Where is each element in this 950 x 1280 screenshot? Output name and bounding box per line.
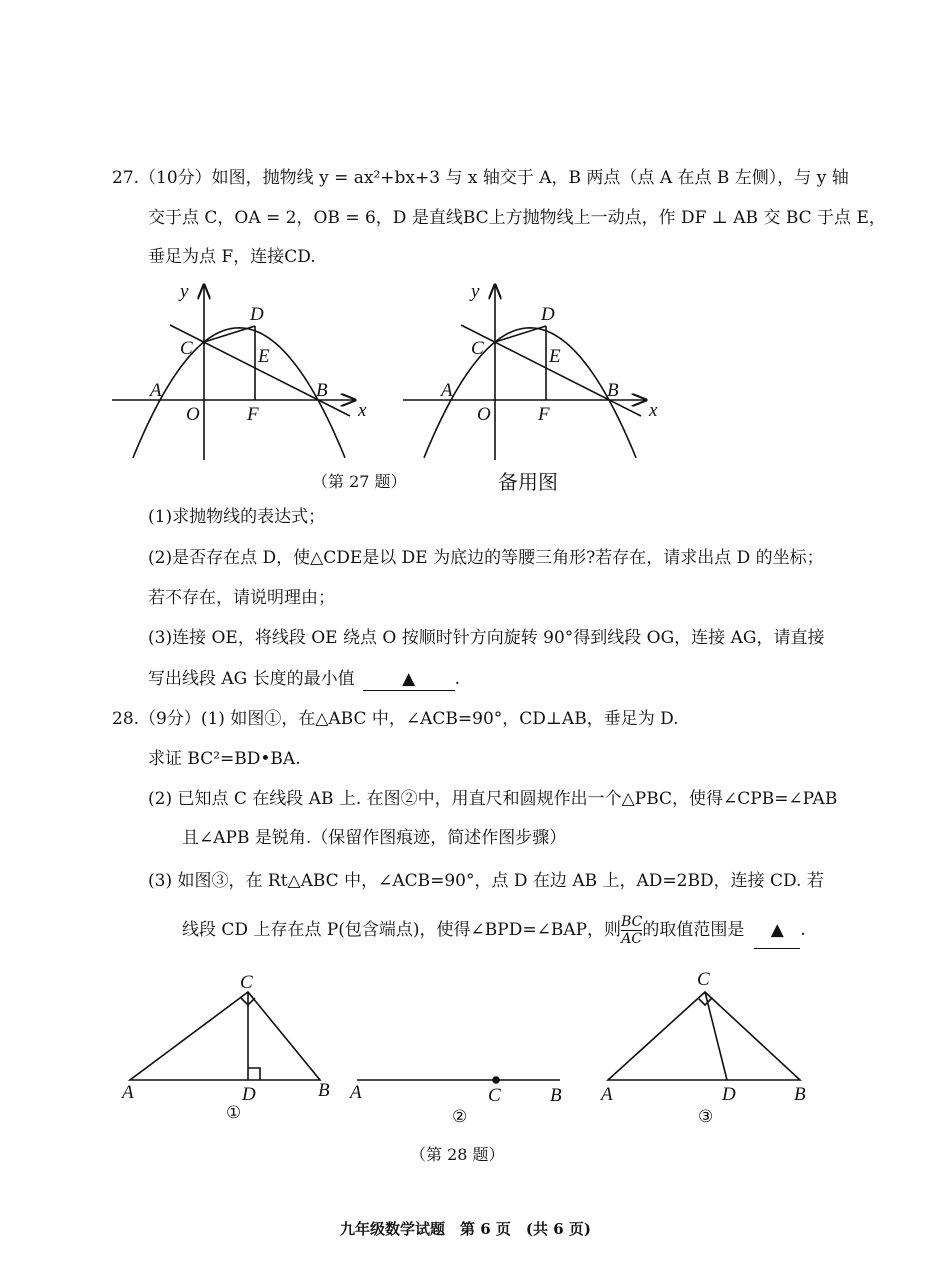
svg-text:y: y bbox=[471, 281, 480, 302]
figure-28-labels bbox=[120, 969, 806, 1126]
figure-28-2 bbox=[357, 1077, 560, 1083]
q27-part3a: (3)连接 OE，将线段 OE 绕点 O 按顺时针方向旋转 90°得到线段 OG，连接 AG，请直接 bbox=[148, 628, 825, 648]
svg-text:A: A bbox=[150, 380, 162, 401]
svg-text:x: x bbox=[649, 400, 658, 421]
parabola-curve bbox=[133, 328, 345, 458]
svg-text:C: C bbox=[488, 1085, 501, 1106]
svg-text:C: C bbox=[240, 972, 253, 993]
svg-text:C: C bbox=[180, 338, 193, 359]
figure-28-1 bbox=[130, 992, 320, 1080]
q27-part2a: (2)是否存在点 D，使△CDE是以 DE 为底边的等腰三角形?若存在，请求出点 D 的坐标； bbox=[148, 548, 824, 568]
svg-text:A: A bbox=[350, 1082, 362, 1103]
q27-line2: 交于点 C，OA = 2，OB = 6，D 是直线BC上方抛物线上一动点，作 DF ⊥ AB 交 BC 于点 E， bbox=[148, 208, 886, 228]
q28-line1: 28.（9分）(1) 如图①，在△ABC 中，∠ACB=90°，CD⊥AB，垂足为 D. bbox=[112, 709, 679, 729]
svg-text:A: A bbox=[122, 1082, 134, 1103]
svg-text:①: ① bbox=[226, 1103, 242, 1122]
svg-text:B: B bbox=[318, 1080, 330, 1101]
q27-line1: 27.（10分）如图，抛物线 y = ax²+bx+3 与 x 轴交于 A，B 两点（点 A 在点 B 左侧），与 y 轴 bbox=[112, 168, 849, 188]
svg-text:C: C bbox=[697, 969, 710, 990]
svg-text:F: F bbox=[538, 404, 550, 425]
svg-text:D: D bbox=[541, 304, 555, 325]
svg-text:D: D bbox=[242, 1084, 256, 1105]
q27-part3b: 写出线段 AG 长度的最小值 ▲ . bbox=[148, 669, 461, 689]
figure-28-3 bbox=[608, 992, 800, 1080]
figure-27-caption: （第 27 题） bbox=[312, 472, 407, 491]
q27-part2b: 若不存在，请说明理由； bbox=[148, 588, 335, 608]
figure-27-main bbox=[112, 285, 355, 460]
svg-text:F: F bbox=[247, 404, 259, 425]
figure-27-spare-caption: 备用图 bbox=[498, 470, 558, 494]
q27-part1: (1)求抛物线的表达式； bbox=[148, 507, 326, 527]
svg-text:B: B bbox=[550, 1085, 562, 1106]
svg-text:B: B bbox=[316, 380, 328, 401]
q28-part2a: (2) 已知点 C 在线段 AB 上. 在图②中，用直尺和圆规作出一个△PBC，使得∠CPB=∠PAB bbox=[148, 789, 838, 809]
svg-text:②: ② bbox=[452, 1107, 468, 1126]
svg-text:D: D bbox=[722, 1084, 736, 1105]
figure-28-caption: （第 28 题） bbox=[410, 1145, 505, 1164]
svg-text:B: B bbox=[794, 1084, 806, 1105]
q28-part3b: 线段 CD 上存在点 P(包含端点)，使得∠BPD=∠BAP，则 $\frac{BC}{AC}$ 的取值范围是 ▲ . bbox=[182, 914, 806, 947]
q28-part2b: 且∠APB 是锐角.（保留作图痕迹，简述作图步骤） bbox=[182, 828, 567, 848]
answer-blank: ▲ bbox=[363, 668, 455, 691]
svg-text:O: O bbox=[186, 404, 200, 425]
svg-text:A: A bbox=[441, 380, 453, 401]
q28-part3a: (3) 如图③，在 Rt△ABC 中，∠ACB=90°，点 D 在边 AB 上，AD=2BD，连接 CD. 若 bbox=[148, 871, 824, 891]
parabola-curve bbox=[424, 328, 636, 458]
page-footer: 九年级数学试题 第 6 页 (共 6 页) bbox=[340, 1220, 591, 1238]
svg-text:C: C bbox=[471, 338, 484, 359]
svg-text:③: ③ bbox=[698, 1107, 714, 1126]
q27-line3: 垂足为点 F，连接CD. bbox=[148, 247, 316, 267]
svg-text:E: E bbox=[258, 346, 270, 367]
answer-blank: ▲ bbox=[754, 912, 800, 949]
figure-27-spare bbox=[403, 285, 646, 460]
svg-text:D: D bbox=[250, 304, 264, 325]
fraction-bc-ac: $\frac{BC}{AC}$ bbox=[621, 914, 643, 947]
svg-text:E: E bbox=[549, 346, 561, 367]
svg-text:y: y bbox=[180, 281, 189, 302]
svg-text:x: x bbox=[358, 400, 367, 421]
q28-line2: 求证 BC²=BD•BA. bbox=[148, 749, 301, 769]
svg-text:O: O bbox=[477, 404, 491, 425]
svg-text:B: B bbox=[607, 380, 619, 401]
svg-text:A: A bbox=[601, 1084, 613, 1105]
